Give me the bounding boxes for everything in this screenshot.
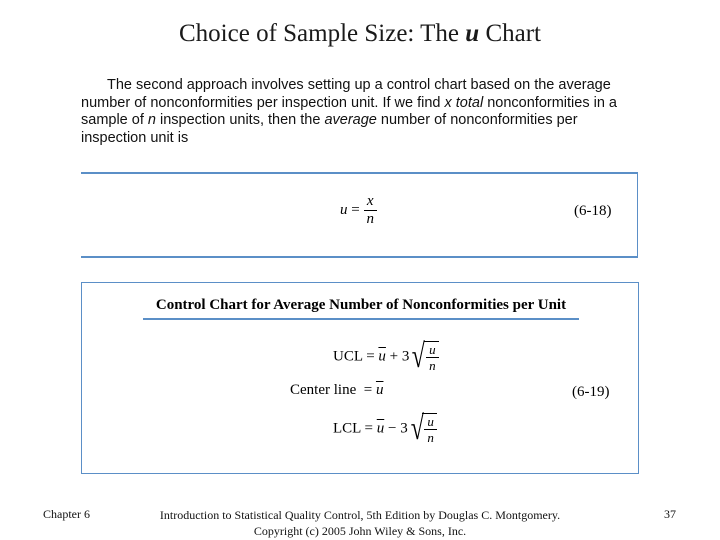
equation-number-6-19: (6-19) [572, 384, 610, 400]
footer-page-number: 37 [664, 507, 676, 521]
sqrt-u-over-n: √ $\frac{u}{n}$ [409, 340, 438, 374]
footer-citation: Introduction to Statistical Quality Control, 5th Edition by Douglas C. Montgomery. Copyright (c) 2005 John Wiley & Sons, Inc. [159, 508, 561, 538]
fraction-x-over-n: $\frac{x}{n}$ [363, 193, 377, 228]
slide-title: Choice of Sample Size: The u Chart [179, 20, 541, 47]
equation-number-6-18: (6-18) [574, 203, 612, 219]
equation-u: u = $\frac{x}{n}$ [340, 193, 377, 228]
sqrt-u-over-n: √ $\frac{u}{n}$ [408, 412, 437, 446]
title-u: u [465, 20, 480, 47]
control-chart-title: Control Chart for Average Number of Nonconformities per Unit [143, 297, 579, 320]
ucl-formula: UCL = $\overline{u} + 3$ √ $\frac{u}{n}$ [333, 340, 439, 374]
lcl-formula: LCL = $\overline{u} - 3$ √ $\frac{u}{n}$ [333, 412, 437, 446]
intro-x-total: x total [444, 94, 484, 111]
footer-chapter: Chapter 6 [43, 507, 90, 521]
intro-average: average [324, 112, 377, 128]
intro-paragraph: The second approach involves setting up a control chart based on the average number of nonconformities per inspection unit. If we find x total nonconformities in a sample of n inspection units, then the average number of nonconformities per inspection unit is [81, 77, 617, 146]
center-line-formula: Center line = $\overline{u}$ [290, 382, 384, 398]
